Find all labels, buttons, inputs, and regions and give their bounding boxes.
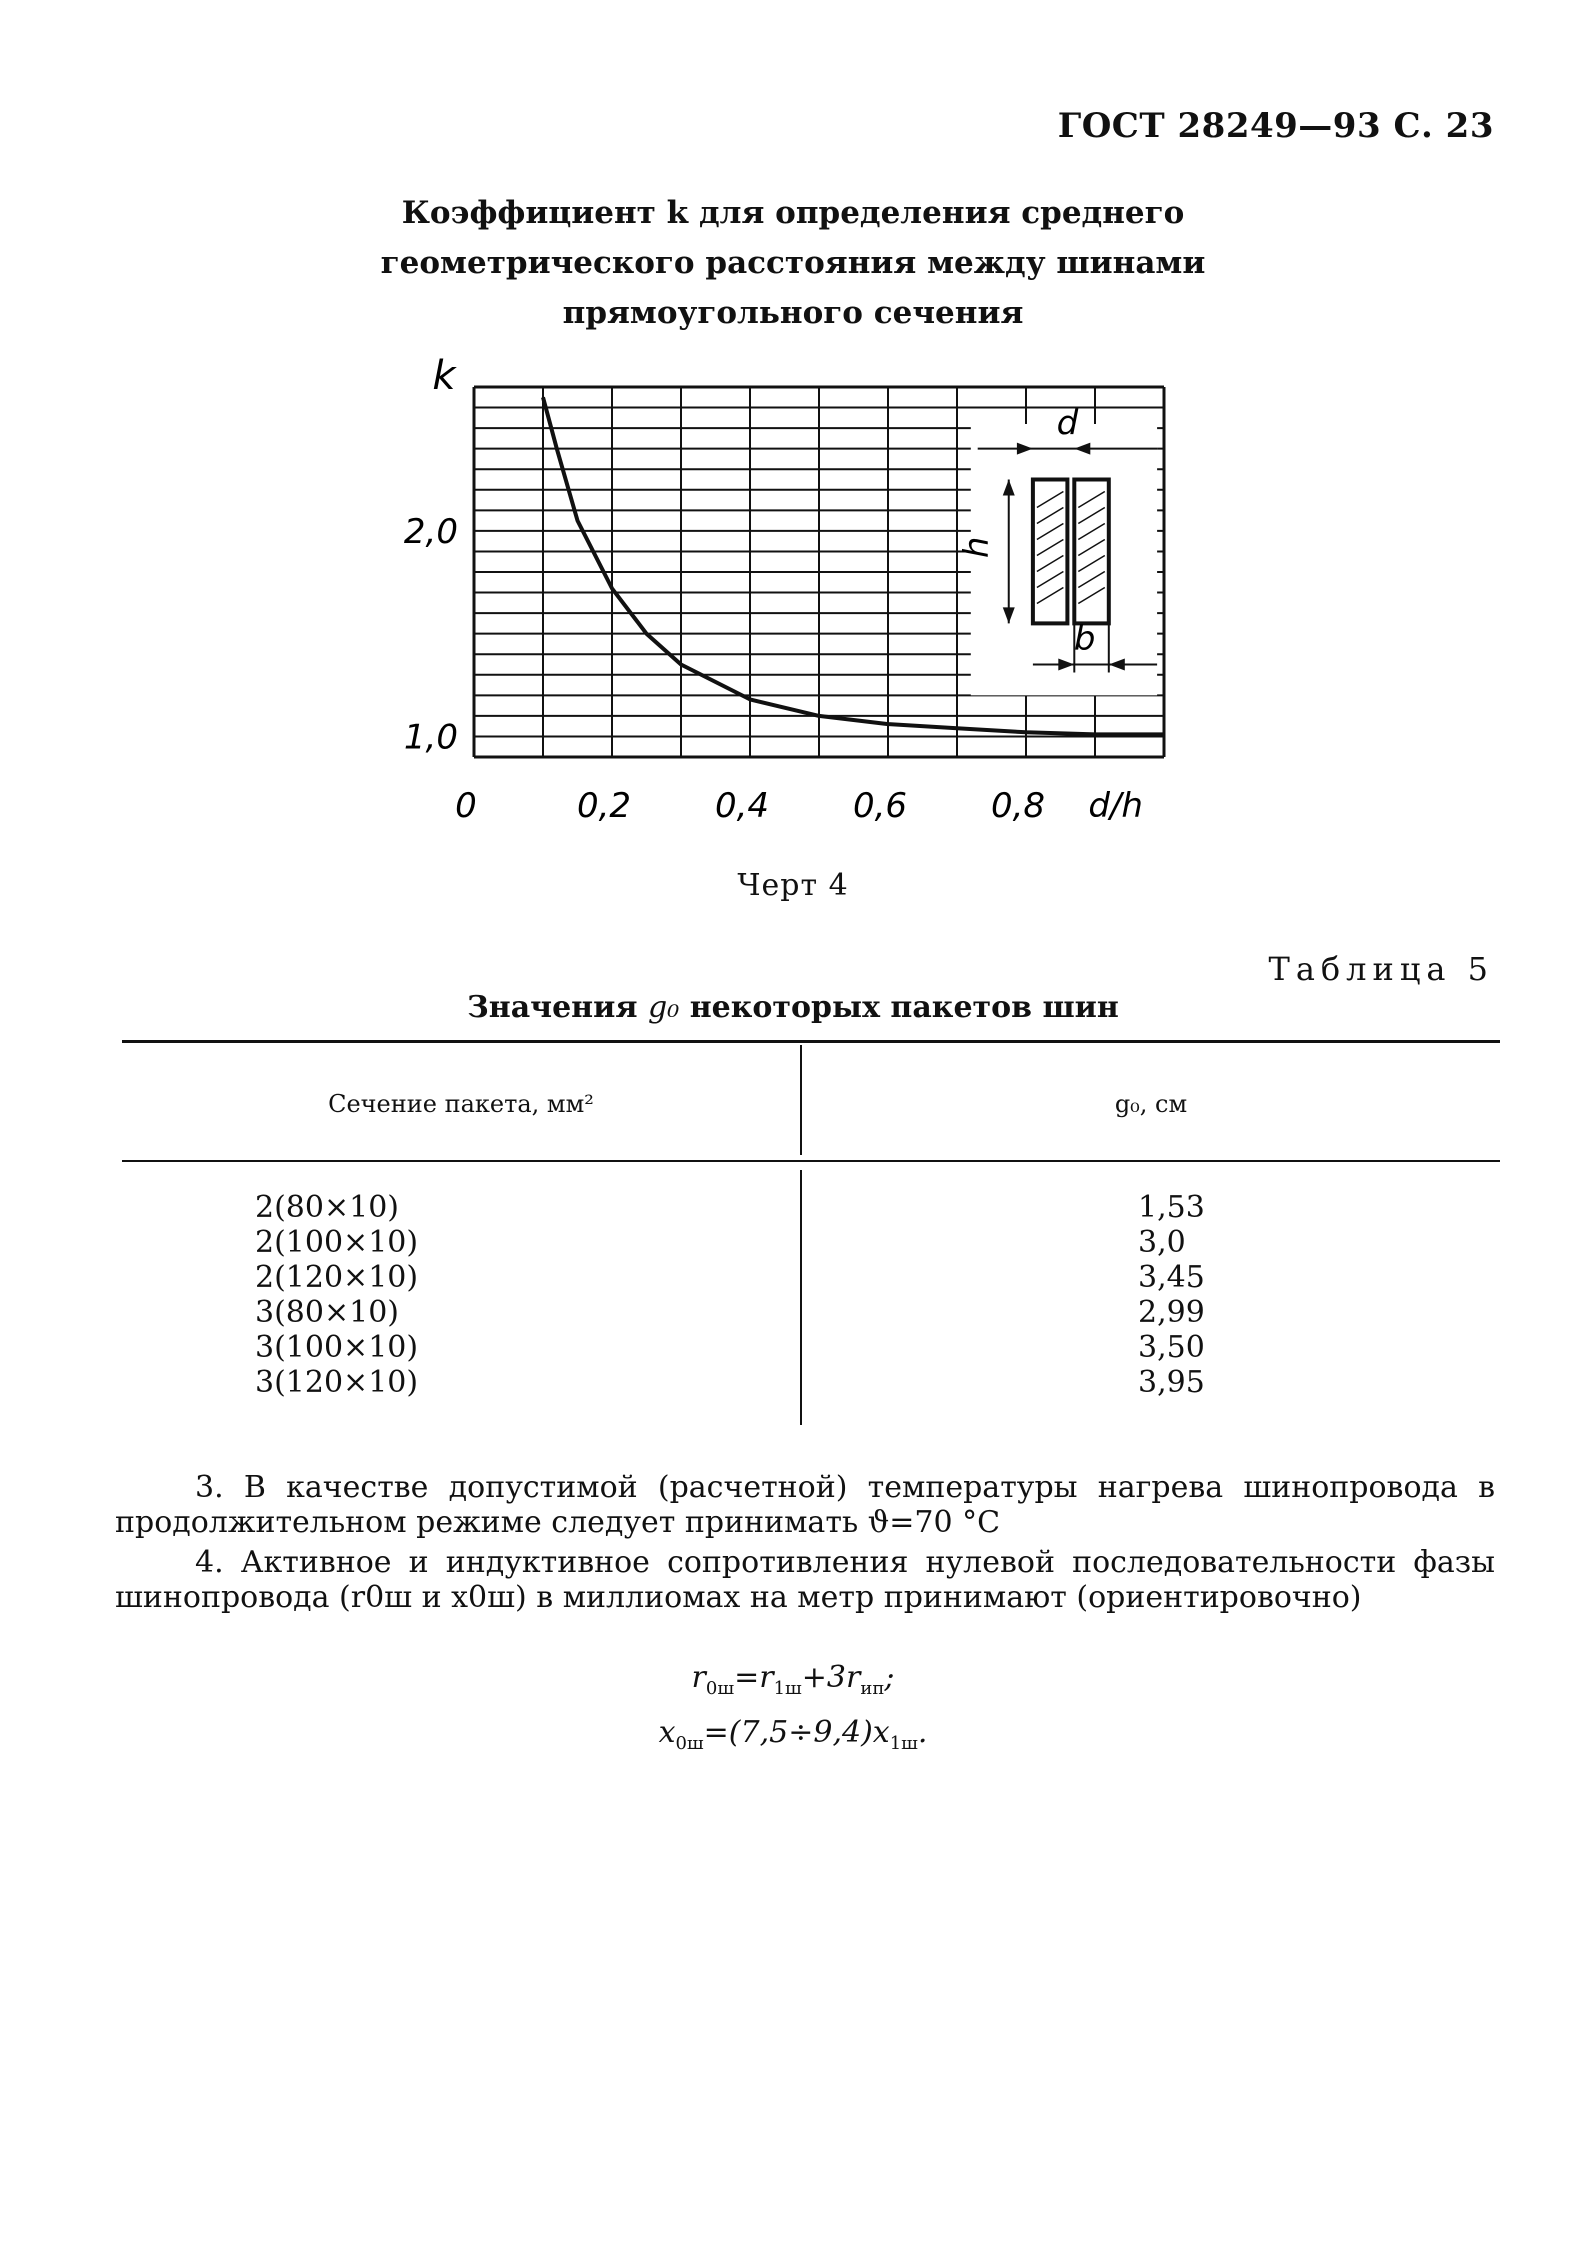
table-cell: 3(100×10) xyxy=(255,1330,419,1365)
y-tick-label: 1,0 xyxy=(403,717,458,758)
x-tick-label: 0,6 xyxy=(852,786,908,826)
x-axis-label: d/h xyxy=(1088,786,1143,826)
paragraph-3: 3. В качестве допустимой (расчетной) температуры нагрева шинопровода в продолжительном режиме следует принимать ϑ=70 °С xyxy=(115,1470,1495,1540)
formula-x0: $x_{0ш}=(7,5\div 9,4)x_{1ш}$. xyxy=(658,1715,928,1754)
table-header-g0: g₀, см xyxy=(1114,1090,1188,1118)
table-cell: 2,99 xyxy=(1138,1295,1205,1330)
x-tick-label: 0 xyxy=(455,786,477,826)
table-header-section: Сечение пакета, мм² xyxy=(328,1090,594,1118)
table-top-rule xyxy=(122,1040,1500,1043)
table-title-suffix: некоторых пакетов шин xyxy=(689,990,1119,1025)
table-title xyxy=(0,990,1586,1025)
table-column-section xyxy=(255,1190,418,1400)
y-tick-label: 2,0 xyxy=(403,511,458,552)
table-body-divider xyxy=(800,1170,802,1425)
formula-r0: $r_{0ш}=r_{1ш}+3r_{ип}$; xyxy=(691,1660,895,1699)
table-column-g0 xyxy=(1138,1190,1205,1400)
busbar-rect xyxy=(1074,480,1109,624)
chart-title-line-2: геометрического расстояния между шинами xyxy=(380,245,1206,281)
y-axis-label: k xyxy=(432,353,456,399)
inset-label-b: b xyxy=(1073,619,1096,660)
chart-caption: Черт 4 xyxy=(737,868,849,903)
table-cell: 3,50 xyxy=(1138,1330,1205,1365)
x-tick-label: 0,2 xyxy=(576,786,632,826)
inset-label-d: d xyxy=(1056,403,1079,444)
chart-title-line-1: Коэффициент k для определения среднего xyxy=(401,195,1185,231)
x-tick-label: 0,4 xyxy=(714,786,770,826)
table-cell: 2(80×10) xyxy=(255,1190,399,1225)
page-header: ГОСТ 28249—93 С. 23 xyxy=(1057,106,1494,146)
k-coefficient-chart xyxy=(0,0,1586,900)
inset-label-h: h xyxy=(957,536,998,559)
x-tick-label: 0,8 xyxy=(990,786,1046,826)
table-label: Таблица 5 xyxy=(1268,950,1494,988)
table-header-rule xyxy=(122,1160,1500,1162)
chart-title-line-3: прямоугольного сечения xyxy=(562,295,1024,331)
table-cell: 3,0 xyxy=(1138,1225,1186,1260)
table-cell: 2(120×10) xyxy=(255,1260,419,1295)
busbar-rect xyxy=(1033,480,1068,624)
paragraph-4: 4. Активное и индуктивное сопротивления нулевой последовательности фазы шинопровода (r0ш и x0ш) в миллиомах на метр принимают (ориентировочно) xyxy=(115,1545,1495,1615)
table-cell: 3,95 xyxy=(1138,1365,1205,1400)
table-cell: 3(80×10) xyxy=(255,1295,399,1330)
table-cell: 3,45 xyxy=(1138,1260,1205,1295)
table-title-prefix: Значения xyxy=(467,990,638,1025)
table-title-symbol: g₀ xyxy=(648,990,680,1025)
table-cell: 1,53 xyxy=(1138,1190,1205,1225)
table-cell: 2(100×10) xyxy=(255,1225,419,1260)
table-cell: 3(120×10) xyxy=(255,1365,419,1400)
